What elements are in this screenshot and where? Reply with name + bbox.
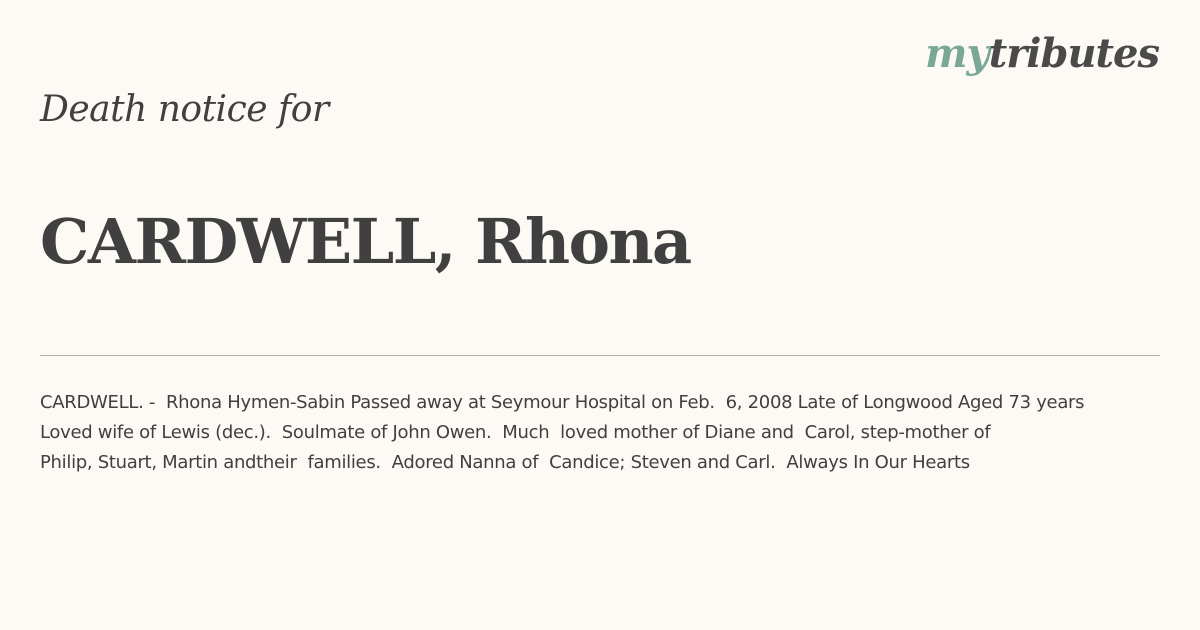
notice-text-line: Philip, Stuart, Martin andtheir families. Adored Nanna of Candice; Steven and Carl. Always In Our Hearts	[40, 452, 970, 473]
deceased-name: CARDWELL, Rhona	[40, 205, 691, 278]
divider	[40, 355, 1160, 356]
mytributes-logo[interactable]	[925, 30, 1159, 77]
notice-text-line: CARDWELL. - Rhona Hymen-Sabin Passed away at Seymour Hospital on Feb. 6, 2008 Late of Longwood Aged 73 years	[40, 392, 1085, 413]
logo-my-text: my	[925, 30, 989, 77]
notice-text-line: Loved wife of Lewis (dec.). Soulmate of John Owen. Much loved mother of Diane and Carol, step-mother of	[40, 422, 991, 443]
death-notice-label: Death notice for	[40, 89, 329, 130]
logo-tributes-text: tributes	[988, 30, 1159, 77]
notice-text	[40, 388, 1200, 488]
